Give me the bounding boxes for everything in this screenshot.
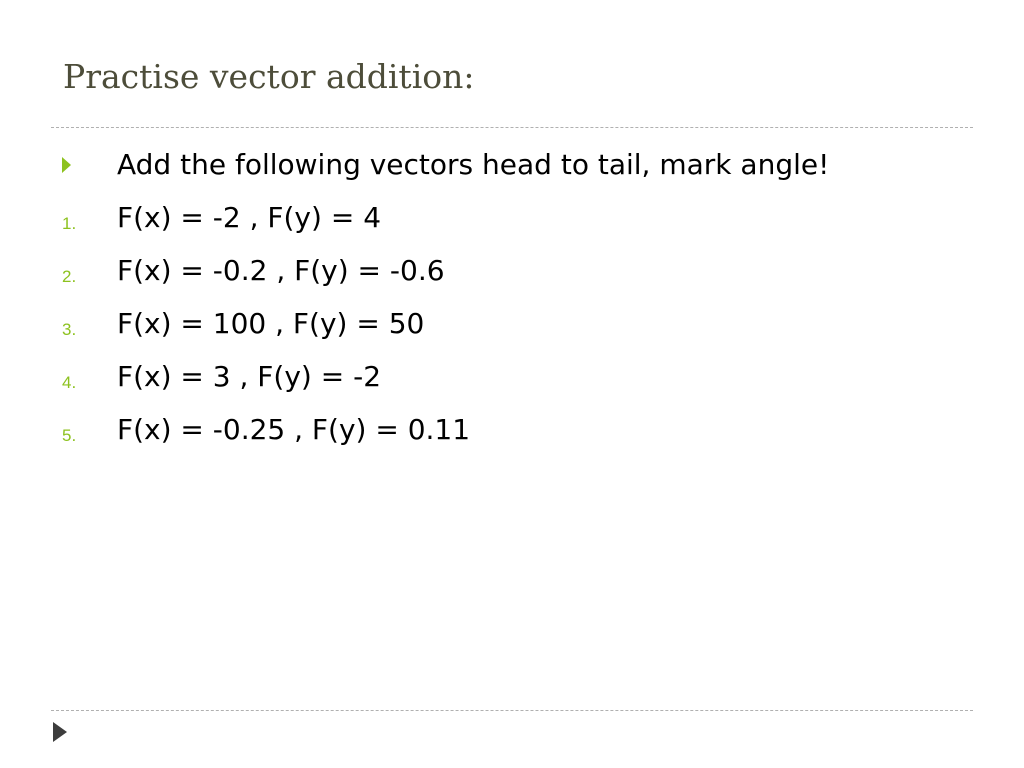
triangle-bullet-icon [62, 157, 71, 173]
list-number: 3. [62, 320, 77, 339]
list-item-intro [0, 147, 1024, 187]
slide-title: Practise vector addition: [63, 57, 475, 96]
list-number: 4. [62, 373, 77, 392]
list-item [0, 200, 1024, 240]
list-item [0, 359, 1024, 399]
list-item-text: F(x) = 3 , F(y) = -2 [117, 360, 382, 393]
list-item [0, 412, 1024, 452]
list-item-text: F(x) = 100 , F(y) = 50 [117, 307, 425, 340]
list-number: 1. [62, 214, 77, 233]
footer-divider [51, 710, 973, 711]
list-item-text: F(x) = -2 , F(y) = 4 [117, 201, 382, 234]
list-item-text: F(x) = -0.2 , F(y) = -0.6 [117, 254, 445, 287]
next-slide-arrow-icon[interactable] [53, 722, 67, 742]
list-number: 5. [62, 426, 77, 445]
list-item [0, 253, 1024, 293]
list-item [0, 306, 1024, 346]
list-number: 2. [62, 267, 77, 286]
title-divider [51, 127, 973, 128]
list-item-text: F(x) = -0.25 , F(y) = 0.11 [117, 413, 471, 446]
intro-text: Add the following vectors head to tail, mark angle! [117, 148, 830, 181]
